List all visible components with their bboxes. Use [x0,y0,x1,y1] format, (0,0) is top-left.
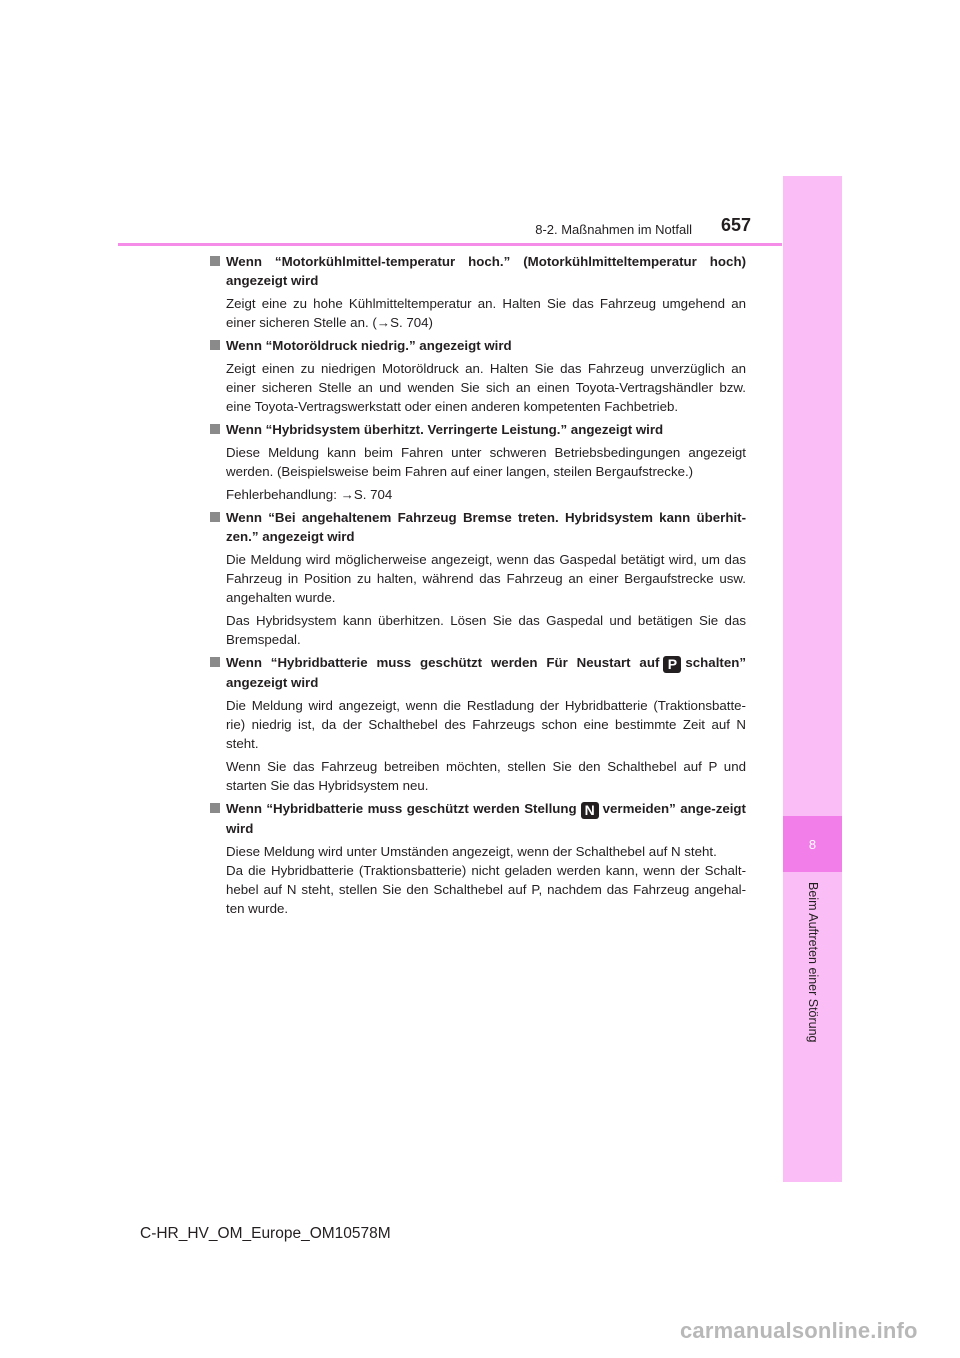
item-paragraph: Diese Meldung kann beim Fahren unter schweren Betriebsbedingungen angezeigt werden. (Beispielsweise beim Fahren auf einer langen, steilen Bergaufstrecke.) [226,445,746,479]
square-bullet-icon [210,424,220,434]
chapter-title-vertical: Beim Auftreten einer Störung [806,882,820,1043]
square-bullet-icon [210,340,220,350]
park-position-icon: P [663,656,681,673]
section-title: 8-2. Maßnahmen im Notfall [535,222,692,237]
item-heading: Wenn “Motorkühlmittel-temperatur hoch.” (Motorkühlmitteltemperatur hoch) angezeigt wird [210,252,746,290]
list-item [210,508,746,649]
list-item [210,252,746,332]
item-paragraph: Zeigt eine zu hohe Kühlmitteltemperatur an. Halten Sie das Fahrzeug umgehend an einer sicheren Stelle an. (→S. 704) [226,296,746,330]
item-heading: Wenn “Bei angehaltenem Fahrzeug Bremse treten. Hybridsystem kann überhit-zen.” angezeigt wird [210,508,746,546]
item-paragraph: Fehlerbehandlung: →S. 704 [226,487,393,502]
item-heading: Wenn “Hybridsystem überhitzt. Verringerte Leistung.” angezeigt wird [210,420,746,439]
page-number: 657 [721,215,752,235]
square-bullet-icon [210,256,220,266]
item-paragraph: Diese Meldung wird unter Umständen angezeigt, wenn der Schalthebel auf N steht. [226,844,717,859]
item-paragraph: Das Hybridsystem kann überhitzen. Lösen Sie das Gaspedal und betätigen Sie das Bremspedal. [226,613,746,647]
list-item [210,336,746,416]
item-heading: Wenn “Hybridbatterie muss geschützt werden Stellung N vermeiden” ange-zeigt wird [210,799,746,838]
item-paragraph: Die Meldung wird angezeigt, wenn die Restladung der Hybridbatterie (Traktionsbatte-rie) niedrig ist, da der Schalthebel des Fahrzeugs schon eine bestimmte Zeit auf N steht. [226,698,746,751]
header-divider [118,243,782,246]
content-body [210,252,746,922]
list-item [210,420,746,504]
watermark: carmanualsonline.info [680,1318,918,1343]
list-item [210,799,746,918]
item-paragraph: Die Meldung wird möglicherweise angezeigt, wenn das Gaspedal betätigt wird, um das Fahrzeug in Position zu halten, während das Fahrzeug an einer Bergaufstrecke usw. angehalten wurde. [226,552,746,605]
list-item [210,653,746,795]
item-heading: Wenn “Hybridbatterie muss geschützt werden Für Neustart auf P schalten” angezeigt wird [210,653,746,692]
neutral-position-icon: N [581,802,599,819]
chapter-number: 8 [808,836,817,852]
item-paragraph: Da die Hybridbatterie (Traktionsbatterie) nicht geladen werden kann, wenn der Schalt-hebel auf N steht, stellen Sie den Schalthebel auf P, nachdem das Fahrzeug angehal-ten wurde. [226,863,746,916]
item-paragraph: Wenn Sie das Fahrzeug betreiben möchten, stellen Sie den Schalthebel auf P und starten Sie das Hybridsystem neu. [226,759,746,793]
item-heading: Wenn “Motoröldruck niedrig.” angezeigt wird [210,336,746,355]
square-bullet-icon [210,512,220,522]
item-paragraph: Zeigt einen zu niedrigen Motoröldruck an. Halten Sie das Fahrzeug unverzüglich an einer sicheren Stelle an und wenden Sie sich an einen Toyota-Vertragshändler bzw. eine Toyota-Vertragswerkstatt oder einen anderen kompetenten Fachbetrieb. [226,361,746,414]
chapter-number-badge [783,816,842,872]
square-bullet-icon [210,657,220,667]
document-code: C-HR_HV_OM_Europe_OM10578M [140,1225,391,1242]
square-bullet-icon [210,803,220,813]
